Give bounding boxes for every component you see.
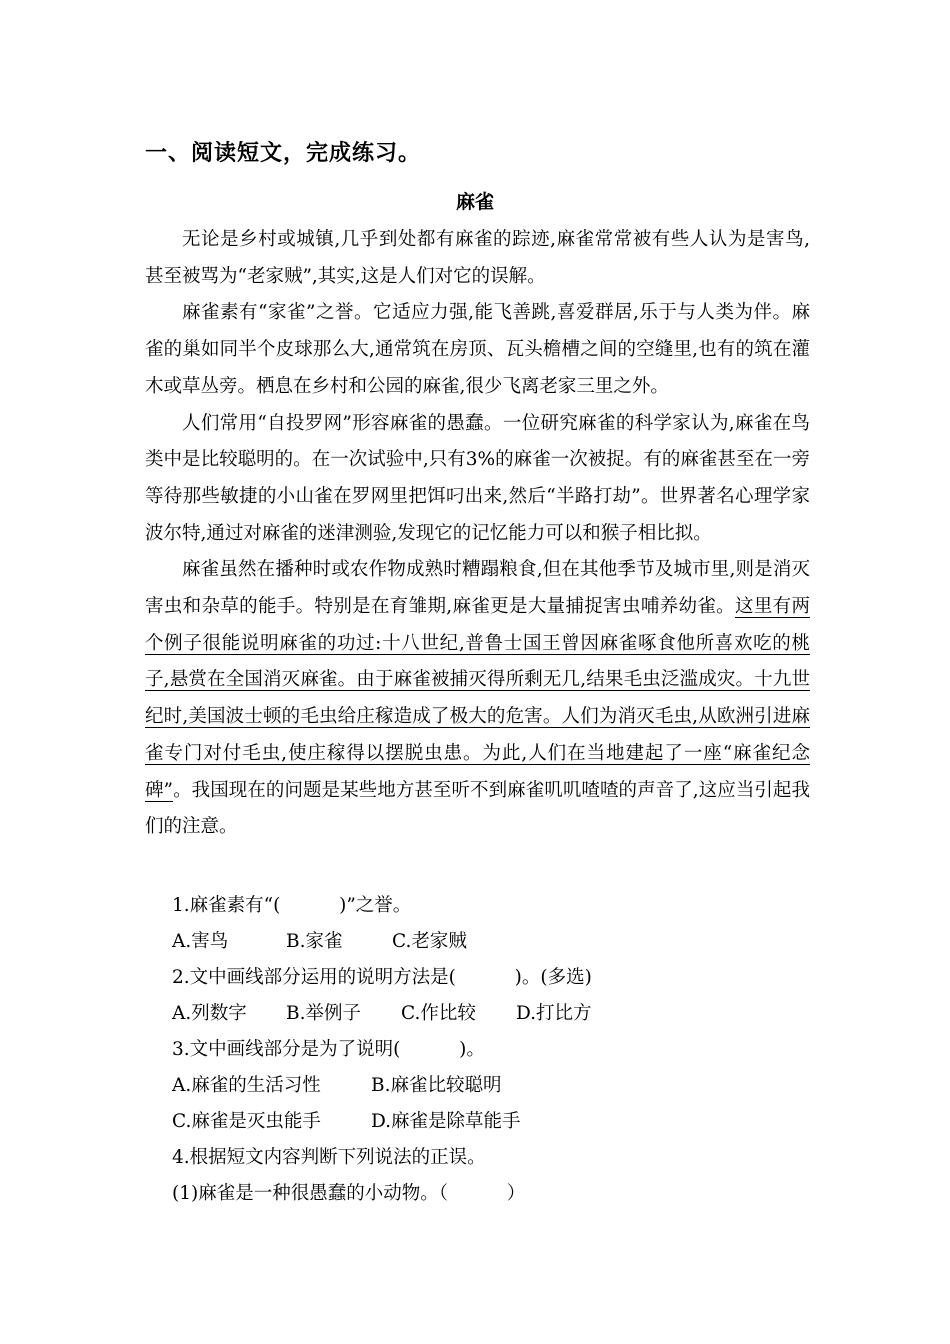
paragraph-2: 麻雀素有“家雀”之誉。它适应力强,能飞善跳,喜爱群居,乐于与人类为伴。麻雀的巢如同半个皮球那么大,通常筑在房顶、瓦头檐槽之间的空缝里,也有的筑在灌木或草丛旁。栖息在乡村和公园的麻雀,很少飞离老家三里之外。 [145, 302, 810, 397]
question-4: 4.根据短文内容判断下列说法的正误。 [172, 1147, 486, 1168]
option-b: B.举例子 [286, 1003, 361, 1024]
paragraph-3: 人们常用“自投罗网”形容麻雀的愚蠢。一位研究麻雀的科学家认为,麻雀在鸟类中是比较聪明的。在一次试验中,只有3%的麻雀一次被捉。有的麻雀甚至在一旁等待那些敏捷的小山雀在罗网里把饵叼出来,然后“半路打劫”。世界著名心理学家波尔特,通过对麻雀的迷津测验,发现它的记忆能力可以和猴子相比拟。 [145, 412, 810, 544]
option-c: C.作比较 [401, 1003, 476, 1024]
option-b: B.麻雀比较聪明 [371, 1075, 502, 1096]
underlined-passage: 这里有两个例子很能说明麻雀的功过:十八世纪,普鲁士国王曾因麻雀啄食他所喜欢吃的桃子,悬赏在全国消灭麻雀。由于麻雀被捕灭得所剩无几,结果毛虫泛滥成灾。十九世纪时,美国波士顿的毛虫给庄稼造成了极大的危害。人们为消灭毛虫,从欧洲引进麻雀专门对付毛虫,使庄稼得以摆脱虫患。为此,人们在当地建起了一座“麻雀纪念碑” [145, 596, 810, 801]
paragraph-4 [145, 552, 810, 846]
question-2-options [172, 996, 812, 1032]
paragraph-1: 无论是乡村或城镇,几乎到处都有麻雀的踪迹,麻雀常常被有些人认为是害鸟,甚至被骂为“老家贼”,其实,这是人们对它的误解。 [145, 229, 810, 287]
question-1-options [172, 924, 812, 960]
article-title: 麻雀 [455, 191, 494, 213]
option-b: B.家雀 [286, 931, 343, 952]
question-3: 3.文中画线部分是为了说明( )。 [172, 1039, 485, 1060]
option-d: D.打比方 [516, 1003, 592, 1024]
option-a: A.害鸟 [172, 931, 229, 952]
question-1: 1.麻雀素有“( )”之誉。 [172, 895, 412, 916]
question-3-options-row-1 [172, 1068, 812, 1104]
question-4-item-1: (1)麻雀是一种很愚蠢的小动物。（ ） [172, 1183, 526, 1204]
option-c: C.老家贼 [392, 931, 467, 952]
option-a: A.列数字 [172, 1003, 247, 1024]
option-c: C.麻雀是灭虫能手 [172, 1111, 321, 1132]
question-3-options-row-2 [172, 1104, 812, 1140]
question-2: 2.文中画线部分运用的说明方法是( )。(多选) [172, 967, 592, 988]
option-d: D.麻雀是除草能手 [371, 1111, 521, 1132]
section-title: 一、阅读短文，完成练习。 [145, 141, 422, 166]
questions [172, 888, 812, 1212]
option-a: A.麻雀的生活习性 [172, 1075, 321, 1096]
paragraph-4-intro: 麻雀虽然在播种时或农作物成熟时糟蹋粮食,但在其他季节及城市里,则是消灭害虫和杂草的能手。特别是在育雏期,麻雀更是大量捕捉害虫哺养幼雀。 [145, 559, 810, 618]
paragraph-4-ending: 。我国现在的问题是某些地方甚至听不到麻雀叽叽喳喳的声音了,这应当引起我们的注意。 [145, 779, 810, 838]
article-body [145, 222, 810, 846]
